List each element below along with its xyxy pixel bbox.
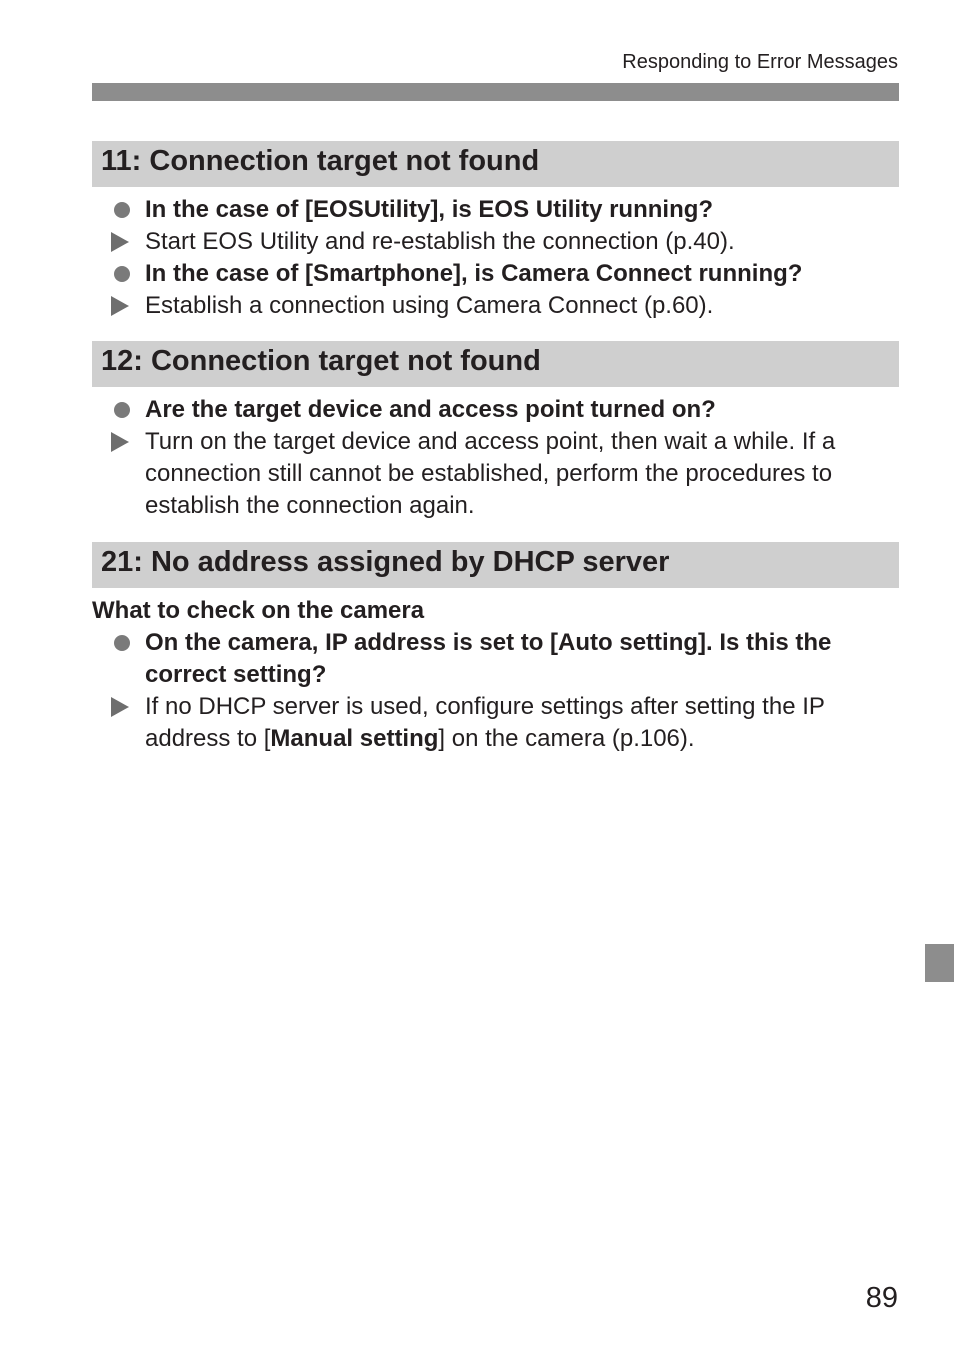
arrow-bullet-icon <box>111 432 129 452</box>
circle-bullet-icon <box>114 266 130 282</box>
question-item <box>92 194 892 226</box>
question-item <box>92 627 892 691</box>
section-title-21: 21: No address assigned by DHCP server <box>92 542 899 588</box>
question-text: Are the target device and access point turned on? <box>145 396 716 423</box>
running-head: Responding to Error Messages <box>622 51 898 73</box>
question-item <box>92 394 892 426</box>
action-text: Start EOS Utility and re-establish the connection (p.40). <box>145 228 735 255</box>
section-title-12: 12: Connection target not found <box>92 341 899 387</box>
circle-bullet-icon <box>114 635 130 651</box>
question-text: In the case of [Smartphone], is Camera Connect running? <box>145 260 803 287</box>
circle-bullet-icon <box>114 402 130 418</box>
action-text <box>145 693 824 752</box>
manual-setting-label: Manual setting <box>270 725 439 752</box>
arrow-bullet-icon <box>111 232 129 252</box>
action-text: Establish a connection using Camera Connect (p.60). <box>145 292 714 319</box>
question-text: In the case of [EOSUtility], is EOS Utility running? <box>145 196 714 223</box>
action-item <box>92 691 892 755</box>
section-title-11: 11: Connection target not found <box>92 141 899 187</box>
section-body-21 <box>92 595 892 755</box>
section-body-12 <box>92 394 892 522</box>
question-item <box>92 258 892 290</box>
circle-bullet-icon <box>114 202 130 218</box>
chapter-side-tab <box>925 944 954 982</box>
page-number: 89 <box>865 1282 898 1314</box>
action-item <box>92 426 892 522</box>
action-text-start: If no DHCP server is used, configure settings after setting the IP address to [ <box>145 693 825 752</box>
action-text-end: ] on the camera (p.106). <box>438 725 695 752</box>
subheading: What to check on the camera <box>92 597 425 624</box>
section-body-11 <box>92 194 892 322</box>
header-rule <box>92 83 899 101</box>
action-text: Turn on the target device and access point, then wait a while. If a connection still cannot be established, perform the procedures to establish the connection again. <box>145 428 836 519</box>
arrow-bullet-icon <box>111 296 129 316</box>
question-text: On the camera, IP address is set to [Auto setting]. Is this the correct setting? <box>145 629 832 688</box>
action-item <box>92 226 892 258</box>
action-item <box>92 290 892 322</box>
arrow-bullet-icon <box>111 697 129 717</box>
